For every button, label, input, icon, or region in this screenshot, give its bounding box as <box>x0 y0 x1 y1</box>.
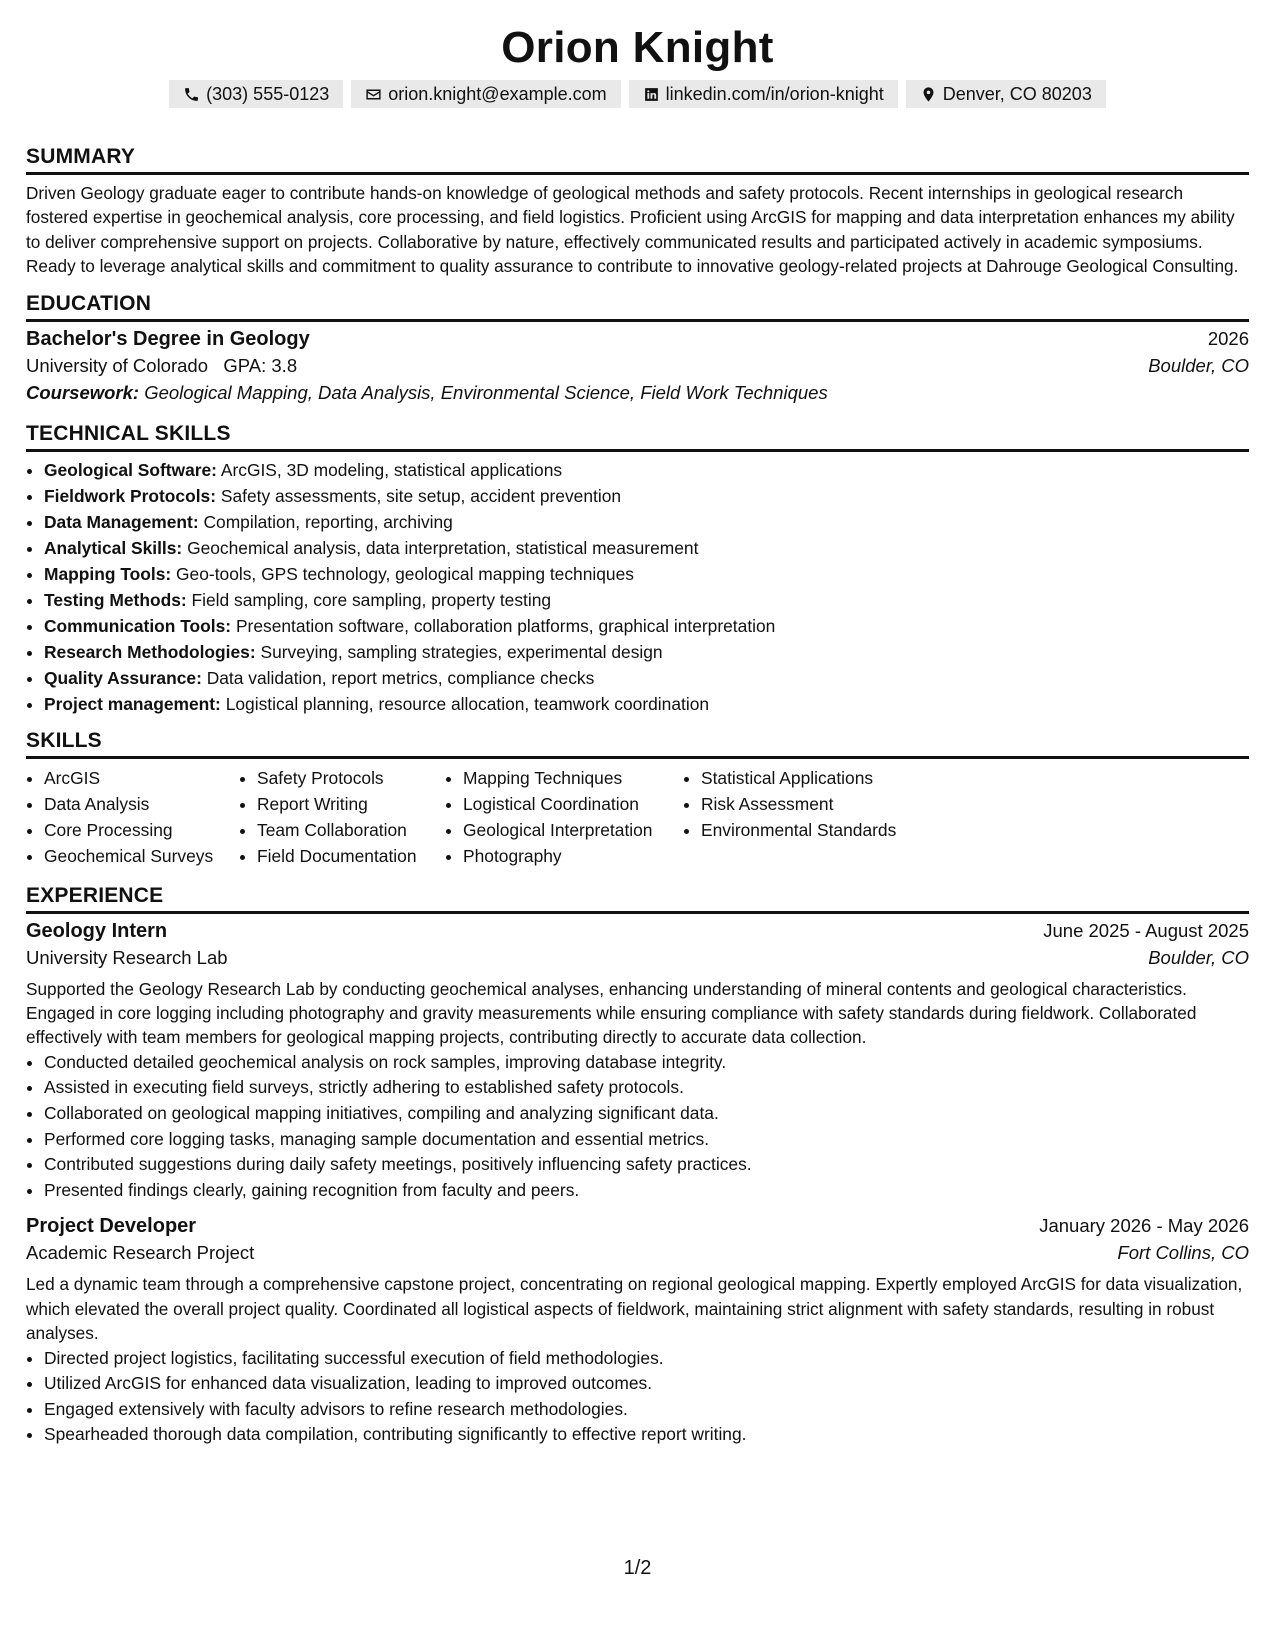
technical-skill-text: Compilation, reporting, archiving <box>203 511 453 532</box>
job-title: Geology Intern <box>26 919 168 942</box>
skill-item: • Report Writing <box>257 791 445 817</box>
summary-text: Driven Geology graduate eager to contribute hands-on knowledge of geological methods and safety protocols. Recent internships in geological research fostered expertise in geochemical analysis, core processing, and field logistics. Proficient using ArcGIS for mapping and data interpretation enhances my ability to deliver comprehensive support on projects. Collaborative by nature, effectively communicated results and participated actively in academic symposiums. Ready to leverage analytical skills and commitment to quality assurance to contribute to innovative geology-related projects at Dahrouge Geological Consulting. <box>26 183 1239 277</box>
job-bullets <box>26 1346 1249 1448</box>
candidate-name: Orion Knight <box>501 23 774 72</box>
skill-item: • Environmental Standards <box>701 817 923 843</box>
job-bullet: • Spearheaded thorough data compilation, contributing significantly to effective report writing. <box>44 1422 1249 1448</box>
skill-item: • Geochemical Surveys <box>44 843 239 869</box>
location-pin-icon <box>920 86 937 103</box>
contact-bar <box>26 80 1249 108</box>
technical-skill-text: Field sampling, core sampling, property testing <box>191 589 552 610</box>
skills-grid <box>26 765 1249 869</box>
job-bullet: • Directed project logistics, facilitating successful execution of field methodologies. <box>44 1346 1249 1372</box>
job-summary: Supported the Geology Research Lab by conducting geochemical analyses, enhancing understanding of mineral contents and geological characteristics. Engaged in core logging including photography and gravity measurements while ensuring compliance with safety standards during fieldwork. Collaborated effectively with team members for geological mapping projects, contributing directly to accurate data collection. <box>26 978 1197 1048</box>
education-heading: EDUCATION <box>26 292 1249 322</box>
job-header-row <box>26 1215 1249 1238</box>
skills-column <box>26 765 239 869</box>
experience-section <box>26 884 1249 1448</box>
skills-heading: SKILLS <box>26 729 1249 759</box>
skill-item: • Logistical Coordination <box>463 791 683 817</box>
gpa: GPA: 3.8 <box>223 354 298 376</box>
job-bullet: • Presented findings clearly, gaining recognition from faculty and peers. <box>44 1178 1249 1204</box>
job-organization: University Research Lab <box>26 946 228 968</box>
skill-item: • Field Documentation <box>257 843 445 869</box>
contact-location-text: Denver, CO 80203 <box>942 83 1092 104</box>
job-bullet: • Contributed suggestions during daily safety meetings, positively influencing safety practices. <box>44 1152 1249 1178</box>
skills-column <box>239 765 445 869</box>
technical-skill-label: Project management: <box>44 693 221 714</box>
job-dates: June 2025 - August 2025 <box>1043 919 1249 941</box>
education-school-row <box>26 355 1249 377</box>
summary-section <box>26 145 1249 279</box>
graduation-year: 2026 <box>1207 327 1249 349</box>
technical-skill-item <box>44 457 1249 483</box>
technical-skill-item <box>44 561 1249 587</box>
technical-skill-label: Fieldwork Protocols: <box>44 485 216 506</box>
technical-skill-text: Logistical planning, resource allocation, teamwork coordination <box>225 693 710 714</box>
technical-skill-label: Mapping Tools: <box>44 563 172 584</box>
technical-skill-label: Analytical Skills: <box>44 537 183 558</box>
education-section <box>26 292 1249 404</box>
experience-entry <box>26 1215 1249 1448</box>
experience-entry <box>26 920 1249 1204</box>
technical-skill-text: Presentation software, collaboration platforms, graphical interpretation <box>235 615 776 636</box>
linkedin-icon <box>643 86 660 103</box>
job-bullet: • Assisted in executing field surveys, strictly adhering to established safety protocols. <box>44 1075 1249 1101</box>
skill-item: • Team Collaboration <box>257 817 445 843</box>
technical-skill-item <box>44 509 1249 535</box>
coursework-label: Coursework: <box>26 381 140 403</box>
skills-column <box>445 765 683 869</box>
job-bullet: • Conducted detailed geochemical analysis on rock samples, improving database integrity. <box>44 1050 1249 1076</box>
job-summary: Led a dynamic team through a comprehensive capstone project, concentrating on regional geological mapping. Expertly employed ArcGIS for data visualization, which elevated the overall project quality. Coordinated all logistical aspects of fieldwork, maintaining strict alignment with safety standards, resulting in robust analyses. <box>26 1274 1243 1344</box>
job-bullets <box>26 1050 1249 1204</box>
skill-item: • Data Analysis <box>44 791 239 817</box>
phone-icon <box>183 86 200 103</box>
coursework-line <box>26 382 1249 404</box>
job-bullet: • Performed core logging tasks, managing sample documentation and essential metrics. <box>44 1127 1249 1153</box>
contact-linkedin-text: linkedin.com/in/orion-knight <box>665 83 884 104</box>
technical-skill-item <box>44 535 1249 561</box>
technical-skill-label: Quality Assurance: <box>44 667 202 688</box>
technical-skill-text: Surveying, sampling strategies, experimental design <box>260 641 663 662</box>
skills-section <box>26 729 1249 869</box>
technical-skill-text: Geo-tools, GPS technology, geological mapping techniques <box>176 563 634 584</box>
technical-skill-item <box>44 613 1249 639</box>
job-location: Boulder, CO <box>1148 946 1249 968</box>
coursework-list: Geological Mapping, Data Analysis, Environmental Science, Field Work Techniques <box>144 381 828 403</box>
contact-location <box>906 80 1106 108</box>
job-location: Fort Collins, CO <box>1117 1242 1249 1264</box>
school-location: Boulder, CO <box>1148 354 1249 376</box>
job-header-row <box>26 920 1249 943</box>
contact-email[interactable] <box>351 80 620 108</box>
page-number: 1/2 <box>623 1557 652 1579</box>
school-line <box>26 355 297 377</box>
education-header-row <box>26 328 1249 351</box>
technical-skill-label: Communication Tools: <box>44 615 232 636</box>
job-org-row <box>26 1242 1249 1264</box>
technical-skill-text: Data validation, report metrics, compliance checks <box>206 667 595 688</box>
technical-skill-item <box>44 639 1249 665</box>
summary-heading: SUMMARY <box>26 145 1249 175</box>
contact-phone[interactable] <box>169 80 343 108</box>
contact-email-text: orion.knight@example.com <box>388 83 607 104</box>
technical-skills-section <box>26 422 1249 717</box>
skills-column <box>683 765 923 869</box>
school-name: University of Colorado <box>26 354 208 376</box>
technical-skill-label: Geological Software: <box>44 459 217 480</box>
technical-skill-item <box>44 665 1249 691</box>
skill-item: • Risk Assessment <box>701 791 923 817</box>
experience-heading: EXPERIENCE <box>26 884 1249 914</box>
technical-skill-text: ArcGIS, 3D modeling, statistical applications <box>220 459 563 480</box>
skill-item: • Mapping Techniques <box>463 765 683 791</box>
job-title: Project Developer <box>26 1215 197 1238</box>
technical-skill-text: Geochemical analysis, data interpretation, statistical measurement <box>187 537 699 558</box>
contact-linkedin[interactable] <box>629 80 898 108</box>
job-bullet: • Collaborated on geological mapping initiatives, compiling and analyzing significant data. <box>44 1101 1249 1127</box>
skill-item: • Safety Protocols <box>257 765 445 791</box>
skill-item: • Core Processing <box>44 817 239 843</box>
job-bullet: • Engaged extensively with faculty advisors to refine research methodologies. <box>44 1397 1249 1423</box>
technical-skill-item <box>44 691 1249 717</box>
skill-item: • ArcGIS <box>44 765 239 791</box>
technical-skill-item <box>44 483 1249 509</box>
skill-item: • Statistical Applications <box>701 765 923 791</box>
contact-phone-text: (303) 555-0123 <box>206 83 330 104</box>
experience-list <box>26 920 1249 1448</box>
technical-skill-item <box>44 587 1249 613</box>
envelope-icon <box>365 86 382 103</box>
technical-skills-list <box>26 457 1249 717</box>
technical-skill-label: Research Methodologies: <box>44 641 256 662</box>
technical-skills-heading: TECHNICAL SKILLS <box>26 422 1249 452</box>
technical-skill-text: Safety assessments, site setup, accident prevention <box>220 485 622 506</box>
job-bullet: • Utilized ArcGIS for enhanced data visualization, leading to improved outcomes. <box>44 1371 1249 1397</box>
job-org-row <box>26 947 1249 969</box>
skill-item: • Geological Interpretation <box>463 817 683 843</box>
job-organization: Academic Research Project <box>26 1242 255 1264</box>
degree-title: Bachelor's Degree in Geology <box>26 327 310 350</box>
job-dates: January 2026 - May 2026 <box>1039 1215 1249 1237</box>
technical-skill-label: Data Management: <box>44 511 199 532</box>
skill-item: • Photography <box>463 843 683 869</box>
technical-skill-label: Testing Methods: <box>44 589 187 610</box>
